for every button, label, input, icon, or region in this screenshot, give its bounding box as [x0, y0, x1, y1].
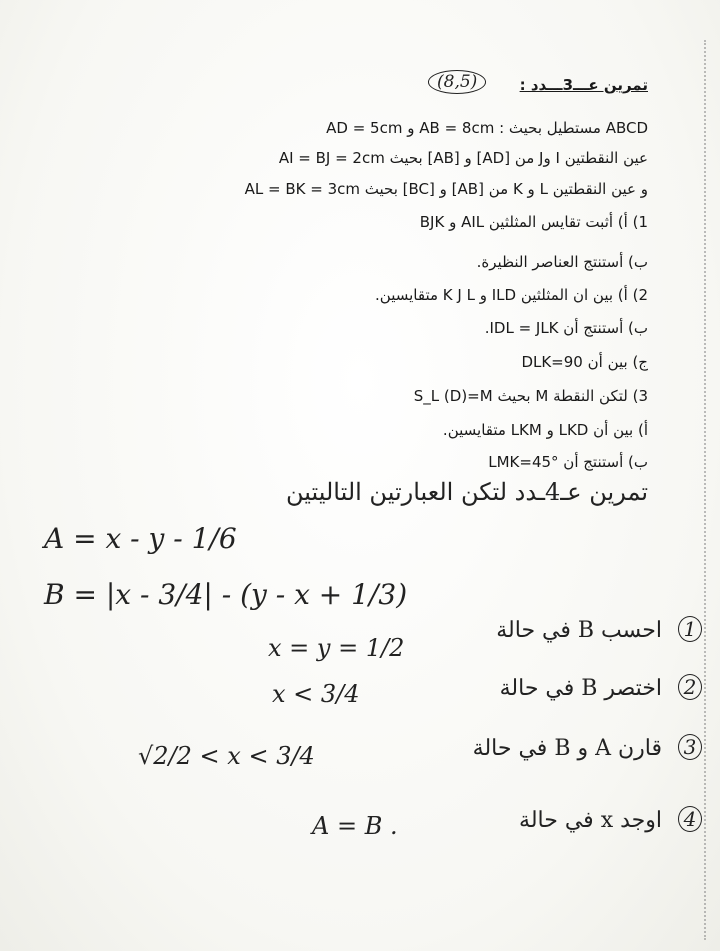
ex4-item-3-number: 3	[678, 734, 702, 760]
ex4-item-4-number: 4	[678, 806, 702, 832]
ex3-line-9: 3) لتكن النقطة M بحيث S_L (D)=M	[413, 387, 648, 405]
ex3-line-7: ب) أستنتج أن IDL = JLK.	[484, 319, 648, 337]
ex4-item-3-condition: √2/2 < x < 3/4	[138, 742, 315, 770]
exercise-3-title: تمرين عـــ3ـــدد :	[519, 76, 648, 94]
ex3-line-4: 1) أ) أثبت تقايس المثلثين AIL و BJK	[419, 213, 648, 231]
ex3-line-1: ABCD مستطيل بحيث : AB = 8cm و AD = 5cm	[326, 119, 648, 137]
ex3-line-2: عين النقطتين I وJ من [AD] و [AB] بحيث AI = BJ = 2cm	[278, 149, 648, 167]
ex3-line-10: أ) بين أن LKD و LKM متقايسين.	[442, 421, 648, 439]
ex4-item-2-number: 2	[678, 674, 702, 700]
ex4-item-3-text: قارن A و B في حالة	[472, 736, 662, 761]
ex4-item-2-condition: x < 3/4	[272, 680, 360, 708]
ex3-line-5: ب) أستنتج العناصر النظيرة.	[476, 253, 648, 271]
ex4-item-2-text: اختصر B في حالة	[499, 676, 662, 701]
ex4-item-1-text: احسب B في حالة	[496, 618, 662, 643]
exercise-3-score: (8,5)	[428, 70, 486, 94]
ex3-line-8: ج) بين أن DLK=90	[521, 353, 648, 371]
ex4-item-4-condition: A = B .	[312, 812, 398, 840]
ex3-line-11: ب) أستنتج أن LMK=45°	[488, 453, 648, 471]
ex4-item-4-text: اوجد x في حالة	[519, 808, 662, 833]
ex4-item-1-condition: x = y = 1/2	[268, 634, 405, 662]
exercise-4-title: تمرين عـ4ـدد لتكن العبارتين التاليتين	[285, 478, 648, 506]
expression-b: B = |x - 3/4| - (y - x + 1/3)	[44, 578, 408, 611]
ex3-line-3: و عين النقطتين L و K من [AB] و [BC] بحيث AL = BK = 3cm	[244, 180, 648, 198]
ex4-item-1-number: 1	[678, 616, 702, 642]
expression-a: A = x - y - 1/6	[44, 522, 237, 555]
page-edge	[701, 40, 706, 940]
ex3-line-6: 2) أ) بين ان المثلثين ILD و K J L متقايسين.	[375, 286, 648, 304]
